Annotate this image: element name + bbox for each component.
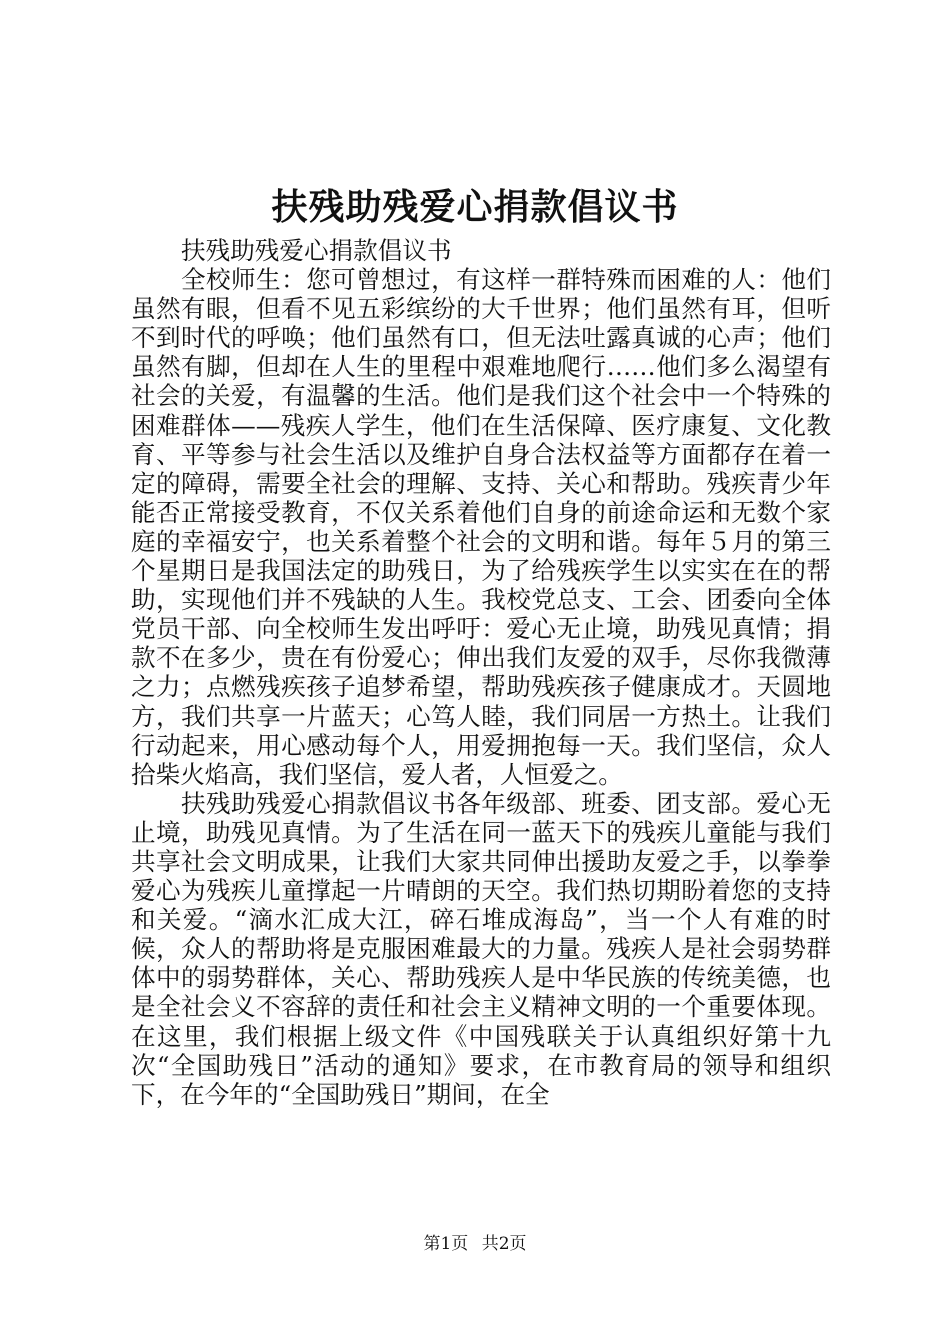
- paragraph-1: 全校师生：您可曾想过，有这样一群特殊而困难的人：他们虽然有眼，但看不见五彩缤纷的大千世界；他们虽然有耳，但听不到时代的呼唤；他们虽然有口，但无法吐露真诚的心声；他们虽然有脚，但却在人生的里程中艰难地爬行……他们多么渴望有社会的关爱，有温馨的生活。他们是我们这个社会中一个特殊的困难群体——残疾人学生，他们在生活保障、医疗康复、文化教育、平等参与社会生活以及维护自身合法权益等方面都存在着一定的障碍，需要全社会的理解、支持、关心和帮助。残疾青少年能否正常接受教育，不仅关系着他们自身的前途命运和无数个家庭的幸福安宁，也关系着整个社会的文明和谐。每年５月的第三个星期日是我国法定的助残日，为了给残疾学生以实实在在的帮助，实现他们并不残缺的人生。我校党总支、工会、团委向全体党员干部、向全校师生发出呼吁：爱心无止境，助残见真情；捐款不在多少，贵在有份爱心；伸出我们友爱的双手，尽你我微薄之力；点燃残疾孩子追梦希望，帮助残疾孩子健康成才。天圆地方，我们共享一片蓝天；心笃人睦，我们同居一方热土。让我们行动起来，用心感动每个人，用爱拥抱每一天。我们坚信，众人拾柴火焰高，我们坚信，爱人者，人恒爱之。: [131, 265, 831, 789]
- document-title: 扶残助残爱心捐款倡议书: [271, 187, 679, 228]
- page-number-total: 共2页: [481, 1234, 527, 1254]
- paragraph-subtitle: 扶残助残爱心捐款倡议书: [181, 236, 452, 265]
- page-number-current: 第1页: [423, 1234, 469, 1254]
- paragraph-2: 扶残助残爱心捐款倡议书各年级部、班委、团支部。爱心无止境，助残见真情。为了生活在同一蓝天下的残疾儿童能与我们共享社会文明成果，让我们大家共同伸出援助友爱之手，以拳拳爱心为残疾儿童撑起一片晴朗的天空。我们热切期盼着您的支持和关爱。“滴水汇成大江，碎石堆成海岛”，当一个人有难的时候，众人的帮助将是克服困难最大的力量。残疾人是社会弱势群体中的弱势群体，关心、帮助残疾人是中华民族的传统美德，也是全社会义不容辞的责任和社会主义精神文明的一个重要体现。在这里，我们根据上级文件《中国残联关于认真组织好第十九次“全国助残日”活动的通知》要求，在市教育局的领导和组织下，在今年的“全国助残日”期间，在全: [131, 788, 831, 1109]
- page-footer: [0, 1232, 950, 1256]
- document-body: [131, 236, 831, 1109]
